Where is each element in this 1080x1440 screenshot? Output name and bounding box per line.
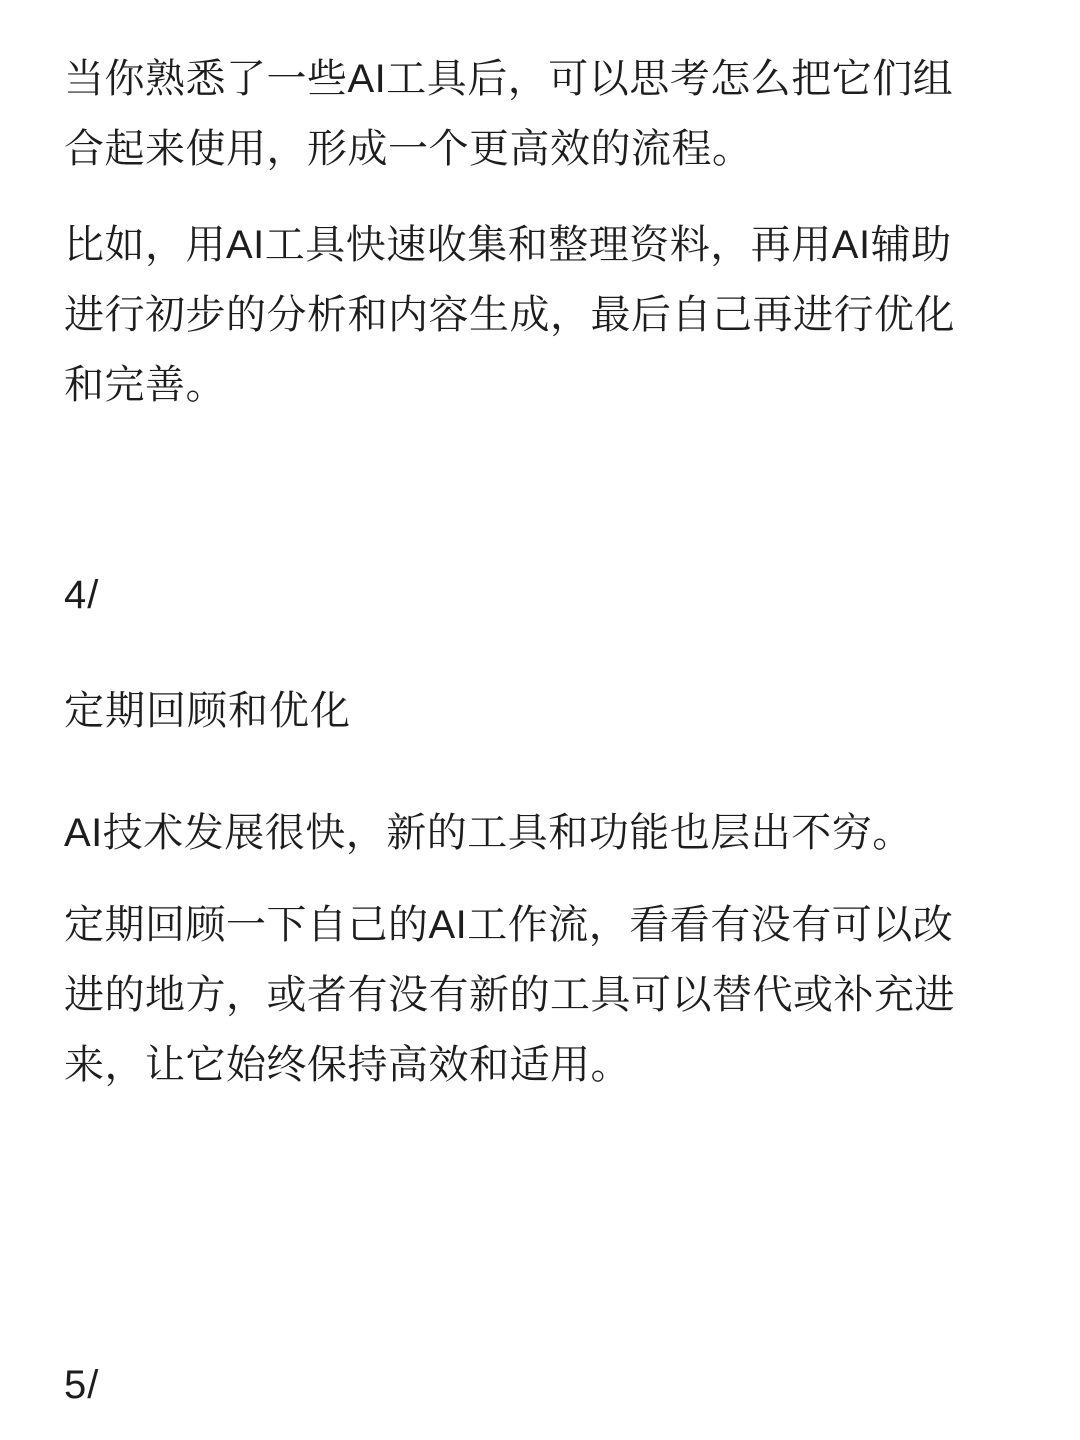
spacer-after-section-title: [64, 742, 988, 798]
paragraph-ai-develops-fast: AI技术发展很快，新的工具和功能也层出不穷。: [64, 811, 913, 855]
section-number-5: 5/: [64, 1363, 100, 1407]
paragraph-review-workflow: 定期回顾一下自己的AI工作流，看看有没有可以改进的地方，或者有没有新的工具可以替代或补充进来，让它始终保持高效和适用。: [64, 903, 955, 1087]
section-number-4: 4/: [64, 573, 100, 617]
section-title-4: 定期回顾和优化: [64, 689, 351, 733]
paragraph-example-workflow: 比如，用AI工具快速收集和整理资料，再用AI辅助进行初步的分析和内容生成，最后自己再进行优化和完善。: [64, 223, 955, 407]
section-spacer: [64, 446, 988, 566]
paragraph-intro-combine-tools: 当你熟悉了一些AI工具后，可以思考怎么把它们组合起来使用，形成一个更高效的流程。: [64, 57, 954, 171]
spacer-after-section-number: [64, 624, 988, 680]
